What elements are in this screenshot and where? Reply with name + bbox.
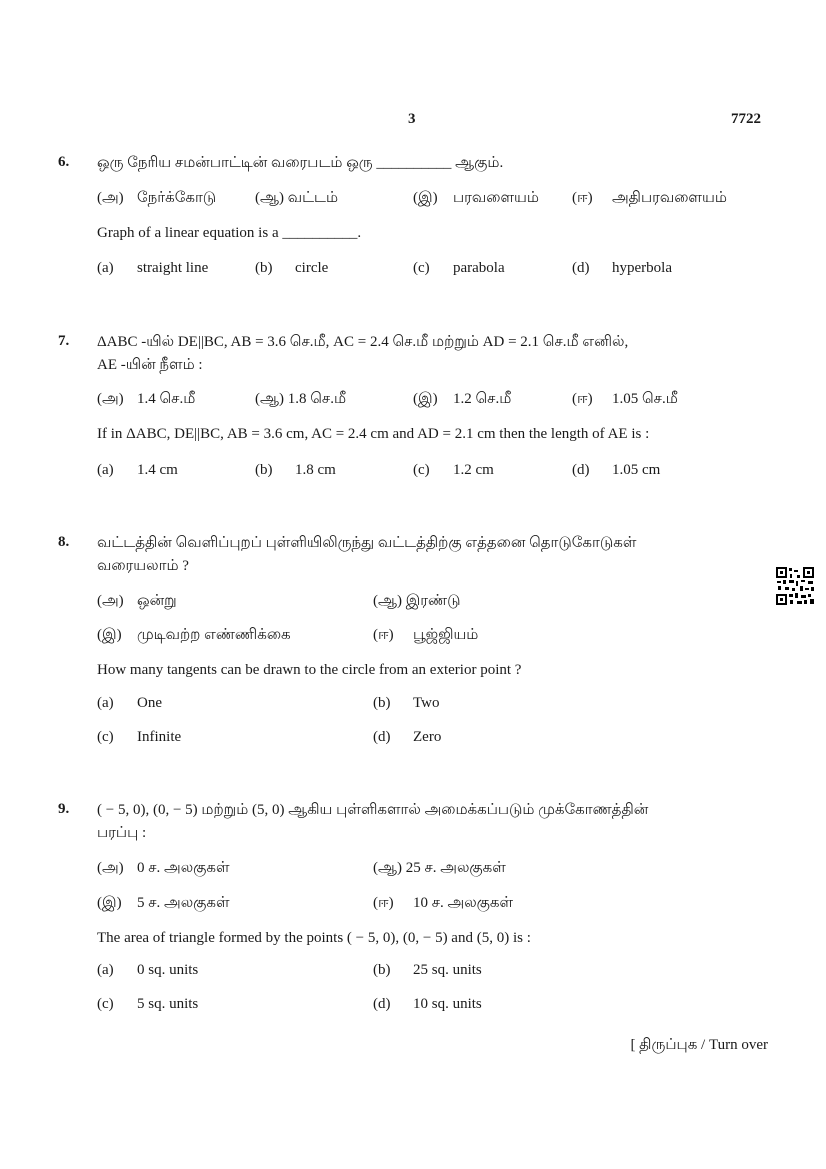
q6-tamil-text: ஒரு நேரிய சமன்பாட்டின் வரைபடம் ஒரு __________ ஆகும். xyxy=(97,155,504,171)
q6-english-option-b: (b) circle xyxy=(255,260,329,276)
q8-english-option-b: (b) Two xyxy=(373,695,440,711)
q9-number: 9. xyxy=(58,801,70,817)
q6-tamil-option-d: (ஈ) அதிபரவளையம் xyxy=(572,190,727,206)
q8-tamil-option-c: (இ) முடிவற்ற எண்ணிக்கை xyxy=(97,627,291,643)
q9-tamil-line2: பரப்பு : xyxy=(97,825,147,841)
q8-tamil-line2: வரையலாம் ? xyxy=(97,558,189,574)
page-number: 3 xyxy=(408,111,416,127)
q8-tamil-option-b: (ஆ) இரண்டு xyxy=(373,593,461,609)
q8-tamil-line1: வட்டத்தின் வெளிப்புறப் புள்ளியிலிருந்து வட்டத்திற்கு எத்தனை தொடுகோடுகள் xyxy=(97,535,637,551)
q6-number: 6. xyxy=(58,154,70,170)
q7-english-text: If in ΔABC, DE||BC, AB = 3.6 cm, AC = 2.4 cm and AD = 2.1 cm then the length of AE is : xyxy=(97,426,650,442)
q9-english-option-c: (c) 5 sq. units xyxy=(97,996,199,1012)
q9-english-option-b: (b) 25 sq. units xyxy=(373,962,482,978)
q8-english-option-d: (d) Zero xyxy=(373,729,442,745)
q6-english-text: Graph of a linear equation is a __________. xyxy=(97,225,362,241)
q7-tamil-option-b: (ஆ) 1.8 செ.மீ xyxy=(255,391,347,407)
q9-tamil-option-b: (ஆ) 25 ச. அலகுகள் xyxy=(373,860,506,876)
q9-english-option-d: (d) 10 sq. units xyxy=(373,996,482,1012)
q8-number: 8. xyxy=(58,534,70,550)
q7-english-option-a: (a) 1.4 cm xyxy=(97,462,178,478)
q6-tamil-option-a: (அ) நேர்க்கோடு xyxy=(97,190,217,206)
q8-english-text: How many tangents can be drawn to the circle from an exterior point ? xyxy=(97,662,522,678)
q7-english-option-b: (b) 1.8 cm xyxy=(255,462,336,478)
q6-tamil-option-c: (இ) பரவளையம் xyxy=(413,190,539,206)
q8-tamil-option-d: (ஈ) பூஜ்ஜியம் xyxy=(373,627,479,643)
q7-tamil-option-a: (அ) 1.4 செ.மீ xyxy=(97,391,196,407)
q6-english-option-d: (d) hyperbola xyxy=(572,260,672,276)
q7-english-option-c: (c) 1.2 cm xyxy=(413,462,494,478)
q6-tamil-option-b: (ஆ) வட்டம் xyxy=(255,190,339,206)
q7-english-option-d: (d) 1.05 cm xyxy=(572,462,661,478)
q9-english-text: The area of triangle formed by the points ( − 5, 0), (0, − 5) and (5, 0) is : xyxy=(97,930,531,946)
q9-tamil-option-d: (ஈ) 10 ச. அலகுகள் xyxy=(373,895,514,911)
q9-english-option-a: (a) 0 sq. units xyxy=(97,962,199,978)
q9-tamil-line1: ( − 5, 0), (0, − 5) மற்றும் (5, 0) ஆகிய புள்ளிகளால் அமைக்கப்படும் முக்கோணத்தின் xyxy=(97,802,649,818)
q9-tamil-option-a: (அ) 0 ச. அலகுகள் xyxy=(97,860,230,876)
q7-tamil-line2: AE -யின் நீளம் : xyxy=(97,357,203,373)
q6-english-option-a: (a) straight line xyxy=(97,260,209,276)
q8-tamil-option-a: (அ) ஒன்று xyxy=(97,593,177,609)
q7-tamil-option-c: (இ) 1.2 செ.மீ xyxy=(413,391,512,407)
q8-english-option-c: (c) Infinite xyxy=(97,729,182,745)
paper-code: 7722 xyxy=(731,111,761,127)
q7-number: 7. xyxy=(58,333,70,349)
qr-code-icon xyxy=(775,566,815,606)
q6-english-option-c: (c) parabola xyxy=(413,260,505,276)
turn-over-note: [ திருப்புக / Turn over xyxy=(630,1037,768,1053)
q7-tamil-line1: ΔABC -யில் DE||BC, AB = 3.6 செ.மீ, AC = 2.4 செ.மீ மற்றும் AD = 2.1 செ.மீ எனில், xyxy=(97,334,629,350)
q9-tamil-option-c: (இ) 5 ச. அலகுகள் xyxy=(97,895,230,911)
q8-english-option-a: (a) One xyxy=(97,695,162,711)
q7-tamil-option-d: (ஈ) 1.05 செ.மீ xyxy=(572,391,678,407)
